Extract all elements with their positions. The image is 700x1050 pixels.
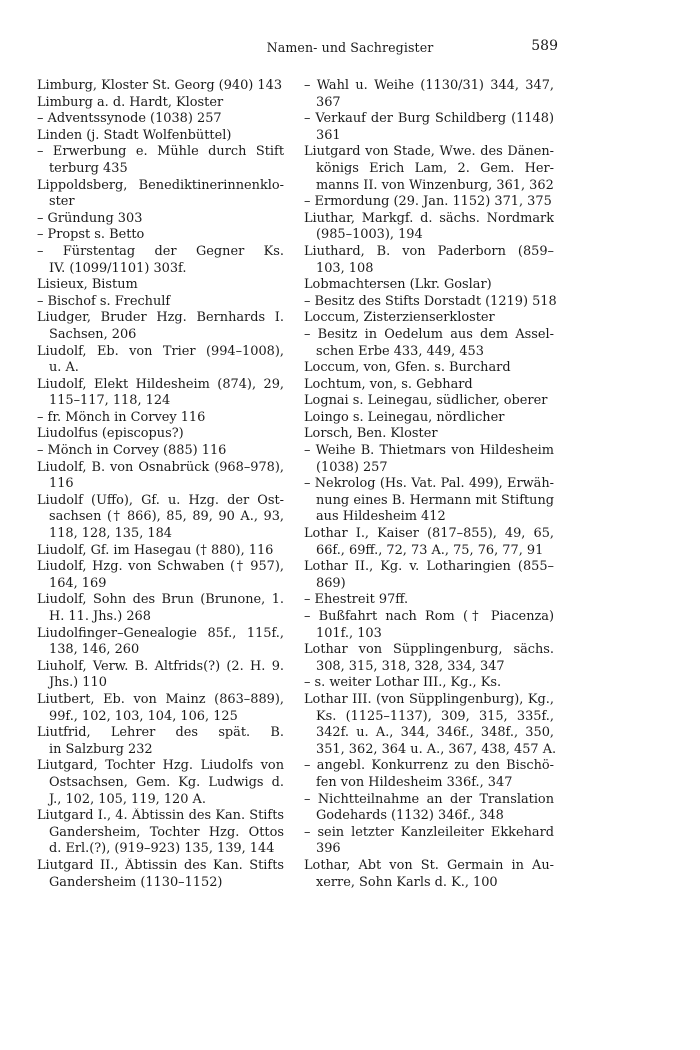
index-entry-line: 101f., 103 bbox=[316, 625, 382, 641]
index-entry-line: Lothar, Abt von St. Germain in Au- bbox=[304, 857, 554, 873]
index-entry-line: 66f., 69ff., 72, 73 A., 75, 76, 77, 91 bbox=[316, 542, 544, 558]
index-entry-line: 367 bbox=[316, 94, 341, 110]
index-entry-line: Liudolf, B. von Osnabrück (968–978), bbox=[37, 459, 284, 475]
index-entry-line: Loingo s. Leinegau, nördlicher bbox=[304, 409, 505, 425]
index-entry-line: Lothar II., Kg. v. Lotharingien (855– bbox=[304, 559, 554, 575]
index-entry-line: – Verkauf der Burg Schildberg (1148) bbox=[304, 111, 554, 127]
index-entry-line: Liudolf, Sohn des Brun (Brunone, 1. bbox=[37, 592, 284, 608]
index-entry-line: Liudolf, Elekt Hildesheim (874), 29, bbox=[37, 376, 284, 392]
index-entry-line: terburg 435 bbox=[49, 160, 128, 176]
index-entry-line: Godehards (1132) 346f., 348 bbox=[316, 808, 504, 824]
index-entry-line: Loccum, von, Gfen. s. Burchard bbox=[304, 360, 511, 376]
index-entry-line: Lisieux, Bistum bbox=[37, 277, 138, 293]
index-entry-line: 869) bbox=[316, 575, 346, 591]
index-entry-line: u. A. bbox=[49, 360, 79, 376]
index-entry-line: Lothar I., Kaiser (817–855), 49, 65, bbox=[304, 526, 554, 542]
index-entry-line: Limburg a. d. Hardt, Kloster bbox=[37, 94, 224, 110]
index-entry-line: – angebl. Konkurrenz zu den Bischö- bbox=[304, 758, 554, 774]
index-entry-line: Liuthar, Markgf. d. sächs. Nordmark bbox=[304, 210, 554, 226]
index-entry-line: – Bußfahrt nach Rom († Piacenza) bbox=[304, 609, 554, 624]
index-entry-line: Liuholf, Verw. B. Altfrids(?) (2. H. 9. bbox=[37, 658, 284, 674]
index-entry-line: Liudger, Bruder Hzg. Bernhards I. bbox=[37, 310, 284, 326]
index-entry-line: – Besitz des Stifts Dorstadt (1219) 518 bbox=[304, 293, 557, 309]
index-entry-line: Lochtum, von, s. Gebhard bbox=[304, 376, 473, 392]
index-entry-line: Sachsen, 206 bbox=[49, 326, 137, 342]
index-entry-line: 351, 362, 364 u. A., 367, 438, 457 A. bbox=[316, 741, 557, 757]
index-entry-line: – Gründung 303 bbox=[37, 210, 143, 226]
index-entry-line: Lorsch, Ben. Kloster bbox=[304, 426, 438, 442]
index-column-right bbox=[304, 78, 557, 891]
index-entry-line: 396 bbox=[316, 841, 341, 857]
index-entry-line: ster bbox=[49, 194, 75, 210]
running-title: Namen- und Sachregister bbox=[266, 40, 434, 55]
index-entry-line: d. Erl.(?), (919–923) 135, 139, 144 bbox=[49, 841, 275, 857]
index-entry-line: Jhs.) 110 bbox=[49, 675, 107, 691]
index-entry-line: 308, 315, 318, 328, 334, 347 bbox=[316, 658, 505, 674]
index-entry-line: in Salzburg 232 bbox=[49, 741, 153, 757]
index-entry-line: Liudolfus (episcopus?) bbox=[37, 426, 184, 442]
index-entry-line: Liutgard von Stade, Wwe. des Dänen- bbox=[304, 144, 554, 160]
index-entry-line: 138, 146, 260 bbox=[49, 642, 140, 658]
index-column-left bbox=[37, 78, 284, 891]
index-entry-line: manns II. von Winzenburg, 361, 362 bbox=[316, 177, 554, 193]
index-entry-line: Liudolf, Hzg. von Schwaben († 957), bbox=[37, 559, 284, 575]
index-entry-line: Lippoldsberg, Benediktinerinnenklo- bbox=[37, 177, 284, 193]
index-entry-line: schen Erbe 433, 449, 453 bbox=[316, 343, 484, 359]
index-entry-line: – Nichtteilnahme an der Translation bbox=[304, 791, 554, 807]
index-entry-line: Liudolf, Eb. von Trier (994–1008), bbox=[37, 343, 284, 359]
index-entry-line: Liutbert, Eb. von Mainz (863–889), bbox=[37, 691, 284, 707]
index-entry-line: xerre, Sohn Karls d. K., 100 bbox=[316, 874, 498, 890]
index-entry-line: 118, 128, 135, 184 bbox=[49, 526, 173, 542]
index-entry-line: königs Erich Lam, 2. Gem. Her- bbox=[316, 160, 554, 176]
index-entry-line: – Propst s. Betto bbox=[37, 227, 145, 243]
index-entry-line: – fr. Mönch in Corvey 116 bbox=[37, 409, 206, 425]
index-entry-line: Limburg, Kloster St. Georg (940) 143 bbox=[37, 78, 283, 93]
index-entry-line: fen von Hildesheim 336f., 347 bbox=[316, 774, 513, 790]
index-entry-line: Lothar von Süpplingenburg, sächs. bbox=[304, 642, 554, 658]
index-entry-line: Liutgard II., Äbtissin des Kan. Stifts bbox=[37, 857, 284, 873]
index-entry-line: Lothar III. (von Süpplingenburg), Kg., bbox=[304, 691, 554, 707]
index-entry-line: (1038) 257 bbox=[316, 459, 388, 475]
index-entry-line: Linden (j. Stadt Wolfenbüttel) bbox=[37, 127, 232, 143]
index-entry-line: H. 11. Jhs.) 268 bbox=[49, 609, 151, 624]
index-entry-line: aus Hildesheim 412 bbox=[316, 509, 446, 525]
index-entry-line: – Fürstentag der Gegner Ks. bbox=[37, 243, 284, 259]
index-entry-line: 116 bbox=[49, 476, 74, 492]
index-entry-line: – Bischof s. Frechulf bbox=[37, 293, 171, 309]
index-entry-line: Liutfrid, Lehrer des spät. B. bbox=[37, 725, 284, 741]
index-entry-line: – Mönch in Corvey (885) 116 bbox=[37, 443, 227, 459]
index-entry-line: Liuthard, B. von Paderborn (859– bbox=[304, 243, 554, 259]
index-entry-line: Lobmachtersen (Lkr. Goslar) bbox=[304, 277, 492, 293]
index-entry-line: 99f., 102, 103, 104, 106, 125 bbox=[49, 708, 238, 724]
index-entry-line: 103, 108 bbox=[316, 260, 374, 276]
index-entry-line: – Adventssynode (1038) 257 bbox=[37, 111, 222, 127]
index-entry-line: (985–1003), 194 bbox=[316, 227, 423, 243]
page-number: 589 bbox=[531, 38, 558, 54]
index-entry-line: – Ehestreit 97ff. bbox=[304, 592, 409, 608]
index-entry-line: Liudolf (Uffo), Gf. u. Hzg. der Ost- bbox=[37, 492, 284, 508]
index-entry-line: – sein letzter Kanzleileiter Ekkehard bbox=[304, 824, 554, 840]
index-entry-line: – s. weiter Lothar III., Kg., Ks. bbox=[304, 675, 502, 691]
index-entry-line: – Erwerbung e. Mühle durch Stift bbox=[37, 144, 284, 160]
index-entry-line: Liutgard, Tochter Hzg. Liudolfs von bbox=[37, 758, 284, 774]
index-entry-line: 361 bbox=[316, 127, 341, 143]
index-entry-line: – Wahl u. Weihe (1130/31) 344, 347, bbox=[304, 78, 554, 93]
index-entry-line: sachsen († 866), 85, 89, 90 A., 93, bbox=[49, 509, 284, 525]
index-entry-line: nung eines B. Hermann mit Stiftung bbox=[316, 492, 554, 508]
index-entry-line: – Besitz in Oedelum aus dem Assel- bbox=[304, 326, 554, 342]
index-entry-line: Liutgard I., 4. Äbtissin des Kan. Stifts bbox=[37, 808, 284, 824]
index-entry-line: Lognai s. Leinegau, südlicher, oberer bbox=[304, 393, 548, 409]
index-entry-line: – Ermordung (29. Jan. 1152) 371, 375 bbox=[304, 194, 552, 210]
running-header bbox=[0, 38, 700, 60]
index-entry-line: Liudolf, Gf. im Hasegau († 880), 116 bbox=[37, 542, 274, 558]
index-entry-line: 164, 169 bbox=[49, 575, 107, 591]
index-entry-line: Gandersheim, Tochter Hzg. Ottos bbox=[49, 824, 284, 840]
index-entry-line: 342f. u. A., 344, 346f., 348f., 350, bbox=[316, 725, 554, 741]
index-entry-line: 115–117, 118, 124 bbox=[49, 393, 171, 409]
index-entry-line: Gandersheim (1130–1152) bbox=[49, 874, 223, 890]
index-entry-line: – Nekrolog (Hs. Vat. Pal. 499), Erwäh- bbox=[304, 476, 554, 492]
index-entry-line: Ostsachsen, Gem. Kg. Ludwigs d. bbox=[49, 774, 284, 790]
index-entry-line: IV. (1099/1101) 303f. bbox=[49, 260, 187, 276]
index-entry-line: Loccum, Zisterzienserkloster bbox=[304, 310, 495, 326]
index-entry-line: J., 102, 105, 119, 120 A. bbox=[49, 791, 206, 807]
index-entry-line: – Weihe B. Thietmars von Hildesheim bbox=[304, 443, 554, 459]
index-entry-line: Ks. (1125–1137), 309, 315, 335f., bbox=[316, 708, 554, 724]
index-entry-line: Liudolfinger–Genealogie 85f., 115f., bbox=[37, 625, 284, 641]
